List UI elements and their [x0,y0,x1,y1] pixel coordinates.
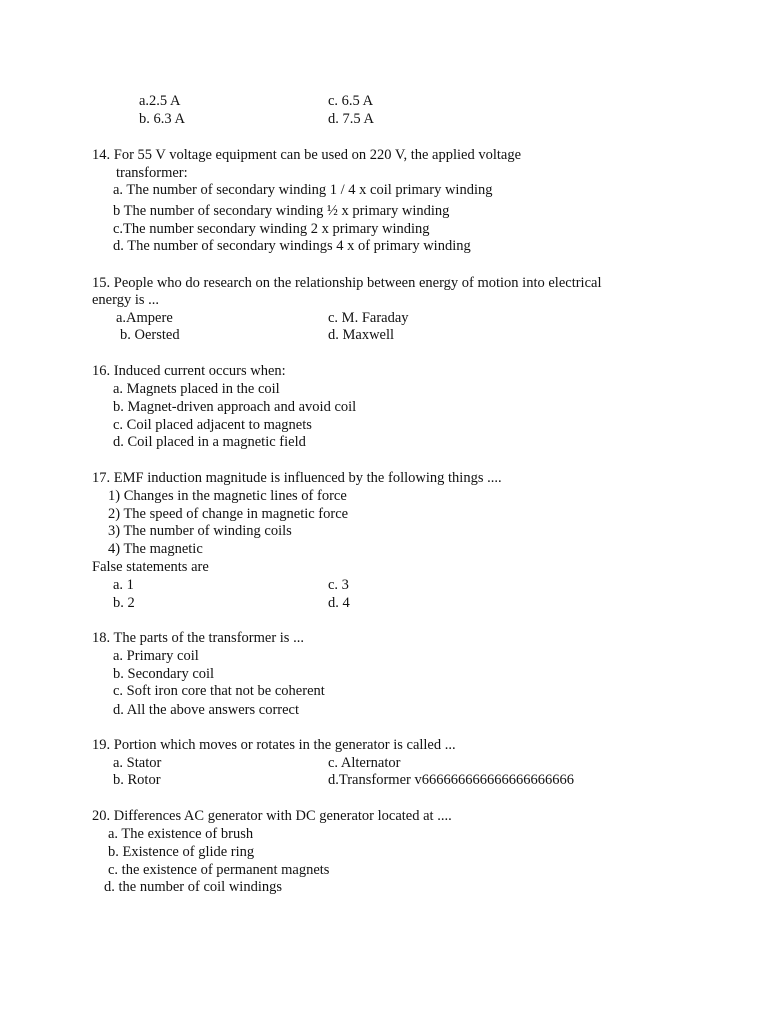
q19-stem: 19. Portion which moves or rotates in the generator is called ... [92,737,456,753]
q13-option-a: a.2.5 A [139,93,181,109]
q14-option-a: a. The number of secondary winding 1 / 4 x coil primary winding [113,182,493,198]
q15-option-b: b. Oersted [120,327,180,343]
q18-option-c: c. Soft iron core that not be coherent [113,683,325,699]
q19-option-a: a. Stator [113,755,162,771]
q14-option-d: d. The number of secondary windings 4 x of primary winding [113,238,471,254]
q14-option-c: c.The number secondary winding 2 x primary winding [113,221,430,237]
q13-option-d: d. 7.5 A [328,111,374,127]
q17-option-a: a. 1 [113,577,134,593]
q16-option-a: a. Magnets placed in the coil [113,381,280,397]
q20-stem: 20. Differences AC generator with DC generator located at .... [92,808,452,824]
q14-option-b: b The number of secondary winding ½ x primary winding [113,203,450,219]
q17-item-4: 4) The magnetic [108,541,203,557]
q15-option-d: d. Maxwell [328,327,395,343]
q16-option-c: c. Coil placed adjacent to magnets [113,417,312,433]
q18-option-d: d. All the above answers correct [113,702,300,718]
q17-item-2: 2) The speed of change in magnetic force [108,506,349,522]
q19-option-c: c. Alternator [328,755,401,771]
q16-option-b: b. Magnet-driven approach and avoid coil [113,399,357,415]
q14-stem-line1: 14. For 55 V voltage equipment can be used on 220 V, the applied voltage [92,147,522,163]
q17-stem: 17. EMF induction magnitude is influenced by the following things .... [92,470,502,486]
q18-option-a: a. Primary coil [113,648,199,664]
q13-option-c: c. 6.5 A [328,93,374,109]
q13-option-b: b. 6.3 A [139,111,185,127]
q20-option-c: c. the existence of permanent magnets [108,862,330,878]
q16-stem: 16. Induced current occurs when: [92,363,286,379]
q20-option-d: d. the number of coil windings [104,879,283,895]
q15-option-c: c. M. Faraday [328,310,409,326]
q19-option-b: b. Rotor [113,772,161,788]
q16-option-d: d. Coil placed in a magnetic field [113,434,306,450]
q15-stem-line1: 15. People who do research on the relationship between energy of motion into electrical [92,275,602,291]
q17-prompt: False statements are [92,559,209,575]
q19-option-d: d.Transformer v666666666666666666666 [328,772,574,788]
q17-option-c: c. 3 [328,577,349,593]
q18-option-b: b. Secondary coil [113,666,215,682]
q17-item-1: 1) Changes in the magnetic lines of force [108,488,347,504]
q17-option-b: b. 2 [113,595,135,611]
q17-item-3: 3) The number of winding coils [108,523,292,539]
q18-stem: 18. The parts of the transformer is ... [92,630,304,646]
q17-option-d: d. 4 [328,595,350,611]
q15-stem-line2: energy is ... [92,292,159,308]
q20-option-b: b. Existence of glide ring [108,844,255,860]
q15-option-a: a.Ampere [116,310,173,326]
q20-option-a: a. The existence of brush [108,826,254,842]
q14-stem-line2: transformer: [116,165,188,181]
